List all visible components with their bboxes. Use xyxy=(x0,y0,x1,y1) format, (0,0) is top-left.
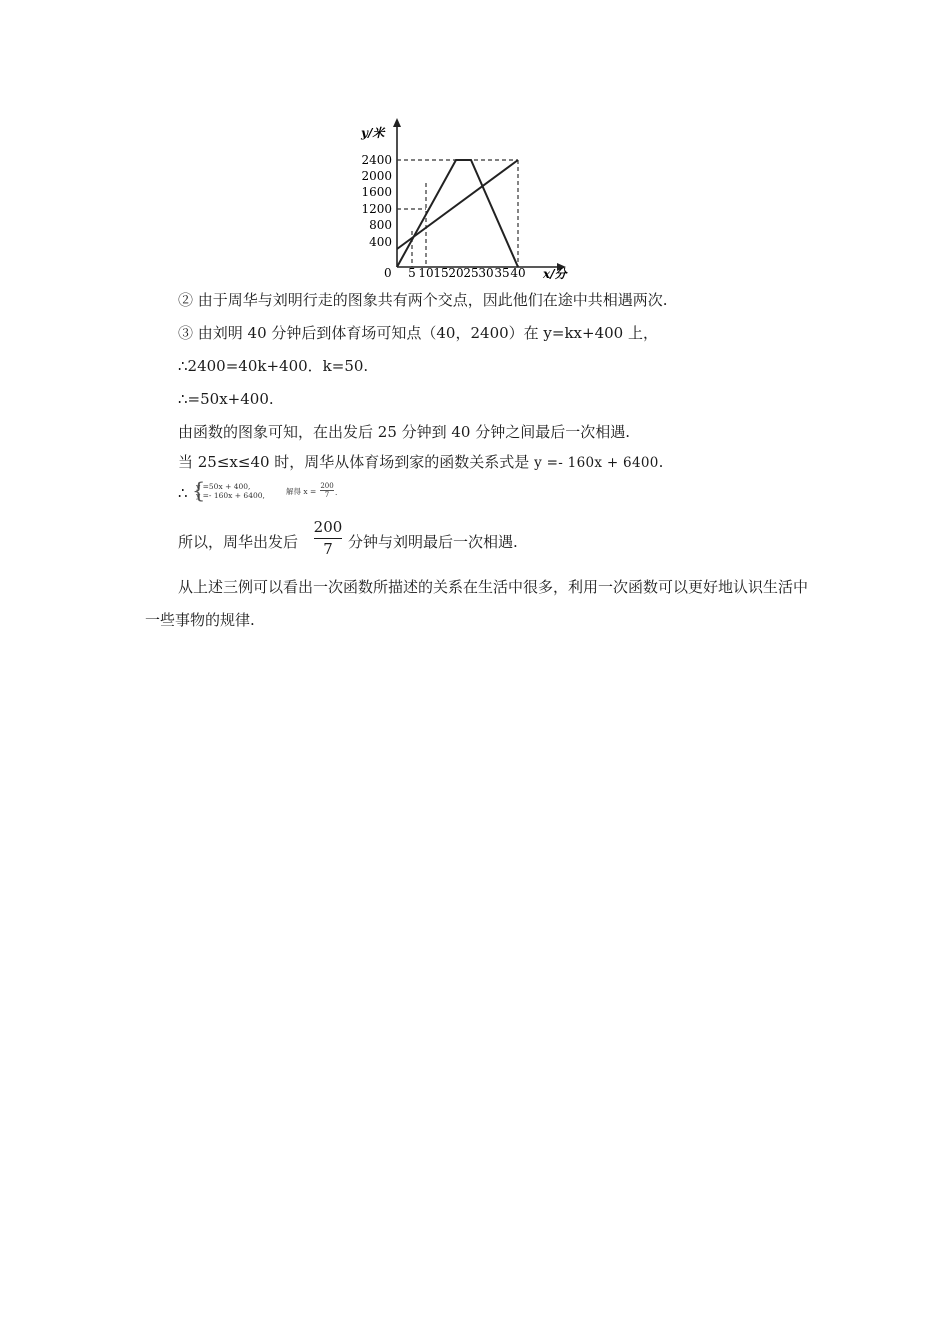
text-line: ∴2400=40k+400．k=50. xyxy=(178,357,369,375)
y-tick-labels xyxy=(361,153,392,249)
y-tick-label: 800 xyxy=(369,218,392,232)
y-tick-label: 400 xyxy=(369,235,392,249)
small-fraction xyxy=(320,482,334,499)
summary-paragraph xyxy=(145,571,815,637)
y-axis-arrow-icon xyxy=(393,118,401,127)
text-line: ∴=50x+400. xyxy=(178,390,274,408)
x-tick-label: 25 xyxy=(463,266,479,280)
paragraph-text: 从上述三例可以看出一次函数所描述的关系在生活中很多，利用一次函数可以更好地认识生活中一些事物的规律. xyxy=(145,578,809,629)
zhouhua-line xyxy=(397,160,518,267)
equation: y =- 160x + 6400, xyxy=(196,491,265,500)
x-tick-label: 15 xyxy=(433,266,449,280)
x-tick-label: 35 xyxy=(494,266,510,280)
x-tick-label: 40 xyxy=(510,266,526,280)
origin-label: 0 xyxy=(384,266,392,280)
y-axis-label: y/米 xyxy=(361,126,385,140)
small-fraction-denominator: 7 xyxy=(324,491,330,499)
x-axis-label: x/分 xyxy=(543,267,567,281)
dashed-guides xyxy=(397,160,518,267)
equations xyxy=(196,482,265,500)
y-tick-label: 2000 xyxy=(361,169,392,183)
distance-time-graph xyxy=(355,115,585,283)
solve-text: 解得 x = xyxy=(286,487,317,496)
small-fraction-numerator: 200 xyxy=(320,482,334,490)
text-segment: 所以，周华出发后 xyxy=(178,533,299,551)
y-tick-label: 2400 xyxy=(361,153,392,167)
formula: y =- 160x + 6400 xyxy=(534,455,659,471)
fraction-bar xyxy=(314,538,342,539)
graph-svg xyxy=(355,115,585,283)
liuming-line xyxy=(397,160,518,249)
x-tick-label: 5 xyxy=(408,266,416,280)
text-line: 由函数的图象可知，在出发后 25 分钟到 40 分钟之间最后一次相遇. xyxy=(178,423,631,441)
x-tick-labels xyxy=(408,266,525,280)
small-period: . xyxy=(335,488,338,497)
y-tick-label: 1200 xyxy=(361,202,392,216)
x-tick-label: 30 xyxy=(478,266,494,280)
text-line: ③ 由刘明 40 分钟后到体育场可知点（40，2400）在 y=kx+400 上， xyxy=(178,324,658,342)
fraction-denominator: 7 xyxy=(323,540,333,558)
brace-icon: { xyxy=(192,479,206,503)
therefore-symbol: ∴ xyxy=(178,484,188,502)
y-tick-label: 1600 xyxy=(361,185,392,199)
fraction-numerator: 200 xyxy=(313,518,343,536)
text-segment: 当 25≤x≤40 时，周华从体育场到家的函数关系式是 xyxy=(178,453,530,471)
text-line xyxy=(178,452,663,473)
x-tick-label: 20 xyxy=(448,266,464,280)
text-segment: 分钟与刘明最后一次相遇. xyxy=(348,533,518,551)
text-segment: . xyxy=(658,453,664,471)
text-line xyxy=(178,532,298,552)
equation: y =50x + 400, xyxy=(196,482,251,491)
text-line: ② 由于周华与刘明行走的图象共有两个交点，因此他们在途中共相遇两次. xyxy=(178,291,668,309)
x-tick-label: 10 xyxy=(418,266,434,280)
fraction xyxy=(312,518,344,559)
